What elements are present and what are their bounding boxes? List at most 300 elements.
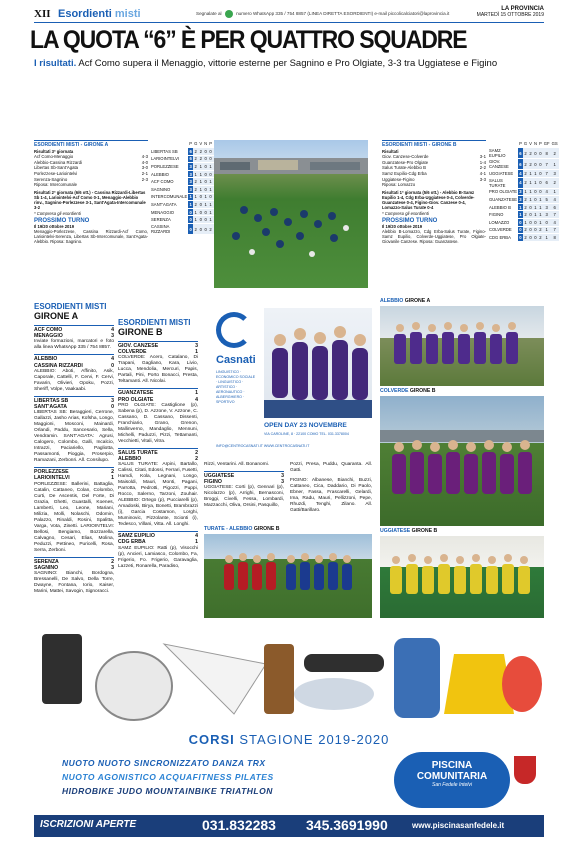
match-team: ACF COMO [34,327,63,333]
section-title [58,8,141,20]
team-stat: 1 [209,202,212,208]
team-stat: 0 [534,197,537,203]
result-score: 4-3 [141,154,148,160]
team-points: 1 [519,204,522,210]
girone-b-round: Risultati [382,149,399,154]
team-name: FIGINO [488,211,518,219]
match-team: GIOV. CANZESE [118,343,159,349]
match-team: ALEBBIO [34,356,58,363]
team-stat: 2 [194,186,197,192]
match-lineup-text: SALUS TURATE: Arpini, Bartallo, Calissi, Citati, Edossi, Ferrari, Fusetti, Hamdi, Kola, Legnani, Longo, Maisoldi, Mauri, Monti, Pagani, Parrotta, Pedrotti, Pigozzi, Puppi, Rocco, Salerno, Tarzoni, Zouhair. ALEBBIO: Ortego (p), Pucciarelli (p), Amadoski, Birya, Bonetti, Brambrazzi (i), Garcia Costamon, Lorghi, Muminovic, Pizzolante, Scionti (i), Tedesco, Villani, Vitta. All. Longhi. [118,462,198,528]
casnati-open-day: OPEN DAY 23 NOVEMBRE [264,422,347,429]
team-stat: 1 [194,217,197,223]
std-head: P [519,141,522,147]
match-score: 4 [111,327,114,333]
team-stat: 3 [543,203,551,211]
caption-turate-girone: GIRONE B [253,526,280,532]
girone-a-round: Risultati 3ª giornata [34,149,74,154]
team-name: LOMAZZO [488,219,518,227]
team-stat: 2 [194,164,197,170]
team-stat: 1 [529,170,532,176]
team-stat: 1 [204,194,207,200]
alebbio-drawing [380,306,544,386]
result-match: Acf Como-Menaggio [34,154,74,160]
team-stat: 0 [199,217,202,223]
match-score: 0 [111,362,114,369]
team-stat: 2 [551,177,559,188]
team-stat: 0 [539,170,542,176]
team-name: SAMZ EUPILIO [488,148,518,159]
team-stat: 2 [208,224,213,235]
team-stat: 1 [194,171,197,177]
match-lineup-text: ALEBBIO: Aboti, Affinito, Asik, Caporale, Cattelli, F. Cervi, F. Cervi, Favarin, Olivieri, Opoku, Pozzi, Sheriff, Volpe, Vaakaabi. [34,368,114,392]
team-stat: 1 [199,164,202,170]
team-points: 6 [518,148,523,159]
caption-alebbio [380,298,430,305]
team-name: SAGNINO [150,186,188,194]
team-stat: 1 [539,204,542,210]
column-3 [204,462,284,510]
match-team: PRO OLGIATE [118,396,154,403]
team-stat: 0 [534,219,537,225]
ad-line-1: NUOTO NUOTO SINCRONIZZATO DANZA TRX [62,758,266,768]
subhead-lead: I risultati. [34,58,77,69]
team-stat: 2 [528,159,533,170]
match-score: 1 [111,475,114,482]
team-stat: 0 [204,171,207,177]
team-stat: 0 [533,159,538,170]
ad-phone-2: 345.3691990 [306,817,388,833]
match-lineup-text: PORLEZZESE: Ballerini, Battaglia, Catalin, Cattaneo, Colan, Colombo, Curti, De Ascentis, Del Forte, Di Grazia, Ghetti, Guastalli, Koenes, Lamberti, Leo, Leone, Mariani, Milizia, Molli, Nolaschi, Odomin, Palazzo, Rinaldi, Rosini, Spalitta, Varga, Vota, Zinetti. LARIOINTELVI: Bellosi, Bengiamo, Bozzarella, Calvagno, Cesari, Elias, Molina, Peduzzi, Pettineo, Puricelli, Rosa, Serra, Zerboni. [34,481,114,553]
girone-a-standings [150,140,212,235]
match-team: UGGIATESE [204,473,235,479]
match-score: 1 [195,349,198,356]
team-stat: 1 [209,209,212,215]
photo-uggiatese [380,536,544,618]
team-name: GIOV. CANZESE [488,159,518,170]
team-name: ALEBBIO B [488,203,518,211]
team-stat: 7 [551,211,559,219]
caption-uggiatese-team: UGGIATESE [380,528,411,534]
match-score: 2 [195,456,198,463]
ad-corsi [34,732,544,747]
team-stat: 1 [194,209,197,215]
header-rule [34,22,544,23]
column-girone-a [34,302,114,596]
team-stat: 0 [534,227,537,233]
team-stat: 0 [529,204,532,210]
team-stat: 1 [199,179,202,185]
girone-b-next: Alebbio B-Lomazzo, Cdg Erba-Salus Turate, Figino-Samz Eupilio, Colverde-Uggiatese, Pro Olgiate-Giovanile Canzese. Riposa: Guanzatese. [382,228,486,245]
match-team-row [118,388,198,396]
standings-row [488,203,559,211]
col2-girone: GIRONE B [118,327,163,337]
team-points: 3 [189,186,192,192]
result-match: Riposa: Intercomunale [34,182,77,188]
team-stat: 2 [524,197,527,203]
match-score: 3 [111,564,114,571]
result-match: Uggiatese-Figino [382,176,415,182]
team-points: 0 [519,219,522,225]
match-team: ALEBBIO [118,456,142,463]
caption-colverde-team: COLVERDE [380,388,409,394]
uggiatese-drawing [380,536,544,618]
result-row [34,182,148,188]
team-stat: 0 [199,209,202,215]
std-head: G [523,141,528,147]
match-lineup-text: COLVERDE: Acero, Catalano, Di Trapani, Gagliano, Kara, Livio, Lucca, Mendolia, Mercuri, Papis, Partali, Pini, Porto Bonacci, Presta, Teltamanti. All. Nicolai. [118,355,198,385]
piscina-ad [34,624,544,837]
col2-head: ESORDIENTI MISTI [118,318,191,327]
subhead-text: Acf Como supera il Menaggio, vittorie esterne per Sagnino e Pro Olgiate, 3-3 tra Uggiatese e Figino [78,58,498,69]
col1-girone: GIRONE A [34,311,79,321]
team-name: INTERCOMUNALE [151,194,188,200]
std-head: N [533,141,537,147]
standings-row [488,219,559,227]
standings-row [488,170,559,178]
team-stat: 1 [194,194,197,200]
match-lineup-text: SAMZ EUPILIO: Ratti (p), Visocchi (p), Ancieri, Lamiasco, Colombo, Fa, Frigerio, Fo. Frigerio, Garavaglia, Lazzeti, Ronarella, Paradiso, [118,545,198,569]
standings-row [488,159,559,170]
ad-piscina-logo [394,752,510,808]
result-score: 2-1 [141,170,148,176]
team-stat: 0 [529,219,532,225]
girone-a-results [34,154,148,188]
team-stat: 1 [529,197,532,203]
result-score: 3-3 [479,176,486,182]
photo-colverde [380,396,544,526]
photo-turate-alebbio [204,534,372,618]
match-score: 2 [111,469,114,476]
team-stat: 1 [551,188,559,196]
result-score: 1-4 [479,159,486,165]
result-match: Serenza-Sagnino [34,176,68,182]
ad-sports-gear-image [34,624,544,728]
team-stat: 2 [199,156,202,162]
team-name: ACF COMO [150,178,188,186]
team-stat: 2 [194,179,197,185]
team-name: CASSINA RIZZARDI [150,224,188,235]
team-stat: 2 [528,148,533,159]
team-stat: 0 [199,202,202,208]
casnati-address: VIA CAROLINE, 8 · 22100 COMO TEL. 031.3378004 [264,432,349,436]
team-stat: 1 [534,204,537,210]
team-points: 4 [518,177,523,188]
team-stat: 8 [543,148,551,159]
caption-alebbio-girone: GIRONE A [404,298,431,304]
match-lineup-text: Inviate formazioni, marcatori e foto alla linea WhatsApp 335 / 754 8857. [34,339,114,351]
team-stat: 0 [209,194,212,200]
team-stat: 1 [534,212,537,218]
masthead-date: MARTEDÌ 15 OTTOBRE 2019 [476,12,544,18]
caption-alebbio-team: ALEBBIO [380,298,404,304]
caption-uggiatese [380,528,437,535]
caption-turate [204,526,280,533]
ad-shield-icon [514,756,536,784]
team-stat: 2 [193,224,198,235]
result-score: 3-1 [479,154,486,160]
team-points: 3 [189,171,192,177]
match-score: 3 [111,397,114,404]
team-stat: 4 [551,219,559,227]
ad-corsi-b: STAGIONE 2019-2020 [239,732,390,747]
column-4 [290,462,372,515]
match-team: SAMZ EUPILIO [118,533,155,540]
team-stat: 2 [199,148,202,154]
team-stat: 7 [543,170,551,178]
team-stat: 2 [194,202,197,208]
team-stat: 1 [539,197,542,203]
team-stat: 0 [529,227,532,233]
girone-b-box-title: ESORDIENTI MISTI - GIRONE B [382,142,457,148]
team-stat: 2 [194,148,197,154]
col2-blocks [118,341,198,570]
turate-drawing [204,534,372,618]
team-stat: 0 [204,217,207,223]
match-lineup-text: LIBERTAS SB: Beraggieri, Cerrone, Gallazzi, Jasho Arias, Kofsha, Longo, Maggioni, Mosconi, Mainardi, Orlandi, Paddu, Sancesario, Sella, Vendramin. SANT'AGATA: Agrusi, Calogero, Colombo, Galli, Incalcio, Intrazzi, Paciariello, Pagliotta, Passamonti, Pioggia, Proserpio, Ramazani, Zerbonri. All. Consilupo. [34,410,114,464]
team-stat: 2 [539,235,542,241]
team-stat: 0 [204,156,207,162]
team-points: 1 [519,212,522,218]
match-team: CASSINA RIZZARDI [34,362,83,369]
girone-a-note2: * Compresa gli esordienti [34,210,81,216]
ad-logo-3: San Fedele Intelvi [431,782,473,788]
team-stat: 1 [551,159,559,170]
girone-a-box-title: ESORDIENTI MISTI - GIRONE A [34,142,109,148]
team-stat: 6 [543,177,551,188]
team-stat: 1 [199,186,202,192]
std-head: P [209,141,212,147]
match-block [204,471,284,509]
team-stat: 0 [199,194,202,200]
ad-logo-2: COMUNITARIA [416,771,488,782]
ad-phone-1: 031.832283 [202,817,276,833]
team-stat: 0 [529,212,532,218]
result-score: 3-0 [141,165,148,171]
match-score: 4 [111,356,114,363]
match-score: 3 [281,479,284,486]
match-team-row [118,341,198,349]
match-team-row [34,354,114,362]
std-head: V [199,141,203,147]
result-match: Giov. Canzese-Colverde [382,154,429,160]
std-head: P [538,141,542,147]
match-team: SANT'AGATA [34,404,68,411]
caption-uggiatese-girone: GIRONE B [411,528,438,534]
colverde-drawing [380,396,544,526]
team-stat: 3 [551,170,559,178]
field-photo-drawing [214,140,368,288]
team-stat: 0 [204,164,207,170]
team-name: SANT'AGATA [150,201,188,209]
girone-b-standings [488,140,558,242]
team-stat: 2 [524,212,527,218]
result-match: Porlezzese-Lariointelvi [34,170,78,176]
team-stat: 2 [524,227,527,233]
match-lineup-text: SAGNINO: Bianchi, Bordogna, Bressanelli, De Salvo, Della Torre, Dwayne, Fontana, Iorio, Kaiser, Marini, Mattei, Savogin, Signoracci. [34,571,114,595]
girone-b-next-date: Il 19/20 ottobre 2019 [382,223,423,229]
team-stat: 1 [539,219,542,225]
team-name: SALUS TURATE [488,177,518,188]
team-name: PORLEZZESE [150,163,188,171]
ad-logo-1: PISCINA [431,760,473,771]
match-block [118,388,198,444]
match-team-row [34,557,114,565]
team-stat: 0 [209,156,212,162]
team-points: 6 [189,148,192,154]
team-stat: 0 [529,235,532,241]
team-points: 3 [189,164,192,170]
photo-alebbio [380,306,544,386]
team-stat: 1 [534,170,537,176]
whatsapp-icon [225,10,233,18]
team-stat: 1 [204,202,207,208]
team-stat: 1 [524,189,527,195]
result-score: 2-3 [141,176,148,182]
girone-b-note2: * Compreso gli esordienti [382,210,429,216]
team-points: 6 [189,156,192,162]
match-team-row [34,467,114,475]
std-head: G [194,141,198,147]
team-name: UGGIATESE [488,170,518,178]
match-lineup-text: UGGIATESE: Corti (p), Gennari (p), Nicolazzo (p), Arrighi, Bernasconi, Broggi, Civelli, Fessa, Lombardi, Mazzacchi, Oliva, Orsini, Pasquillo, [204,485,284,509]
team-stat: 0 [533,148,538,159]
team-points: 0 [519,227,522,233]
whatsapp-pre: Segnalate al [196,11,222,17]
result-match: Samz Eupilio-Cdg Erba [382,170,427,176]
masthead-name: LA PROVINCIA [501,6,544,12]
team-stat: 0 [543,219,551,227]
girone-b-next-title: PROSSIMO TURNO [382,217,438,224]
team-stat: 0 [538,159,543,170]
std-head: GS [551,141,558,147]
whatsapp-line [196,10,474,18]
girone-a-next-title: PROSSIMO TURNO [34,217,90,224]
standings-row [488,234,559,242]
match-team: SERENZA [34,558,59,565]
girone-b-standings-table [488,140,559,242]
casnati-name: Casnati [216,354,256,366]
match-score: 3 [111,333,114,340]
match-team: FIGINO [204,479,222,486]
result-match: Libertas Sb-Sant'Agata [34,165,79,171]
standings-row [488,188,559,196]
team-stat: 4 [551,196,559,204]
column-girone-b [118,318,198,571]
match-block [34,325,114,351]
result-score: 4-1 [479,170,486,176]
girone-a-next: Menaggio-Porlezzese, Cassina Rizzardi-Acf Como, Lariointelvi-Serenza, Libertas Sb-Intercomunale, Sant'Agata-Alebbio. Riposa: Sagnino. [34,228,148,245]
team-points: 0 [519,235,522,241]
team-name: LIBERTAS SB [150,148,188,156]
match-team: SAGNINO [34,564,59,571]
match-block [118,448,198,528]
ad-line-3: HIDROBIKE JUDO MOUNTAINBIKE TRIATHLON [62,786,273,796]
match-block [118,341,198,385]
std-head: P [189,141,193,147]
match-score: 4 [195,533,198,540]
team-name: GUANZATESE [489,197,518,203]
team-stat: 0 [539,189,542,195]
match-team-row [34,396,114,404]
team-name: ALEBBIO [150,170,188,178]
team-stat: 2 [524,204,527,210]
team-stat: 7 [551,226,559,234]
team-stat: 8 [551,234,559,242]
std-head: N [204,141,208,147]
team-stat: 0 [534,189,537,195]
team-stat: 0 [204,179,207,185]
whatsapp-text: numero WhatsApp 335 / 754 8857 (LINEA DIRETTA ESORDIENTI) e-mail piccolicalciatori@laprovincia.it [236,11,450,17]
col3-blocks [204,471,284,509]
result-match: Guanzatese-Pro Olgiate [382,159,429,165]
match-team: LIBERTAS SB [34,397,69,404]
match-team: CDG ERBA [118,539,146,546]
ad-footer-bar [34,815,544,837]
ad-iscrizioni: ISCRIZIONI APERTE [40,819,137,830]
team-stat: 4 [543,188,551,196]
standings-row [488,226,559,234]
match-score: 4 [195,396,198,403]
team-points: 0 [189,209,192,215]
std-head: GF [543,141,550,147]
team-name: COLVERDE [488,226,518,234]
match-team-row [118,531,198,539]
col4-text2: FIGINO: Albanese, Bianchi, Buzzi, Cattaneo, Cica, Daddario, Di Paolo, Ebner, Fassa, Frascarelli, Gelardi, Ima, Radu, Mauri, Pellizzoni, Pepe, Rhuzdi, Tenghi, Zilano. All. Gatti/Barillaro. [290,478,372,513]
team-points: 6 [518,159,523,170]
match-score: 2 [111,558,114,565]
team-stat: 0 [538,148,543,159]
team-points: 0 [189,217,192,223]
subhead [34,58,497,69]
team-stat: 0 [209,171,212,177]
ad-corsi-a: CORSI [188,732,235,747]
ad-web[interactable]: www.piscinasanfedele.it [412,821,505,830]
girone-b-notes: Risultati 1ª giornata (5/6 ott.) - Alebbio B-Samz Eupilio 1-4, Cdg Erba-Uggiatese 0-4, Colverde-Guanzatese 0-4, Figino-Giov. Canzese 0-4, Lomazzo-Salus Turate 0-4 [382,189,475,211]
match-score: 3 [281,473,284,479]
team-stat: 0 [203,224,208,235]
girone-a-results-box [34,140,148,245]
team-stat: 3 [543,211,551,219]
casnati-ad [204,298,372,460]
team-name: CDG ERBA [488,234,518,242]
team-stat: 2 [523,159,528,170]
match-block [34,354,114,392]
team-stat: 2 [194,156,197,162]
casnati-schools: LINGUISTICO · ECONOMICO SOCIALE · LINGUISTICO · ARTISTICO · AERONAUTICO · ALBERGHIERO · SPORTIVO [216,370,256,404]
standings-row [488,148,559,159]
match-score: 1 [195,390,198,397]
result-score: 4-0 [141,159,148,165]
casnati-logo-icon [216,312,252,348]
caption-colverde-girone: GIRONE B [409,388,436,394]
team-name: MENAGGIO [150,208,188,216]
team-stat: 2 [523,177,528,188]
team-stat: 1 [529,189,532,195]
team-stat: 2 [523,148,528,159]
team-stat: 1 [209,179,212,185]
match-score: 2 [195,449,198,456]
team-stat: 1 [543,226,551,234]
page-folio: XII [34,8,51,20]
section-title-a: Esordienti [58,8,112,20]
match-team: GUANZATESE [118,390,154,397]
match-score: 3 [195,343,198,349]
team-stat: 2 [524,170,527,176]
team-stat: 1 [209,164,212,170]
standings-row [488,177,559,188]
standings-row [488,196,559,204]
